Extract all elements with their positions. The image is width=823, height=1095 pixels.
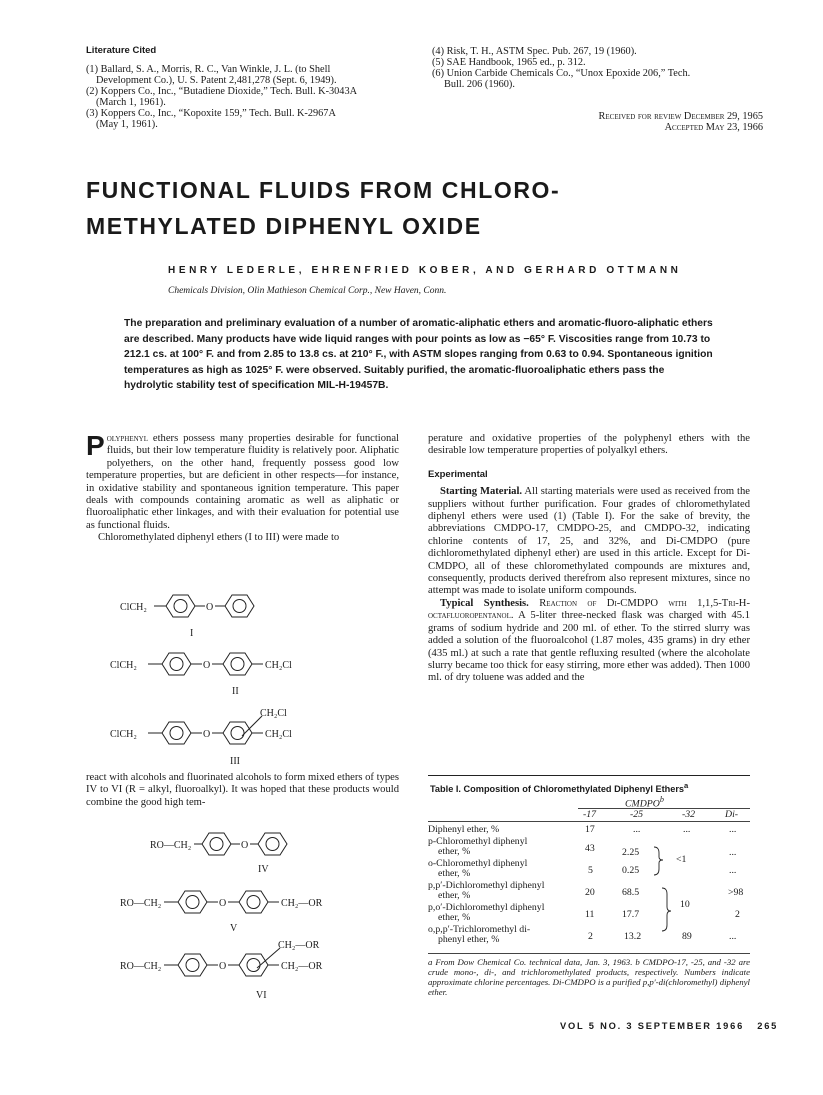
- svg-text:ClCH₂: ClCH₂: [120, 602, 147, 613]
- table-cell: 5: [588, 865, 593, 876]
- right-column-text: perature and oxidative properties of the polyphenyl ethers with the desirable low temperature properties of polyalkyl ethers. Experimental Starting Material. All starting materials were used as received from the suppliers without further purification. Four grades of chloromethylated diphenyl ethers were used (1) (Table I). For the sake of brevity, the abbreviations CMDPO-17, CMDPO-25, and CMDPO-32, indicating chlorine contents of 17, 25, and 32%, and Di-CMDPO (pure dichloromethylated diphenyl ether) are used in this article. Except for Di-CMDPO, all of these chloromethylated compounds are mixtures and, consequently, products derived therefrom also represent mixtures, since no attempt was made to isolate uniform compounds. Typical Synthesis. Reaction of Di-CMDPO with 1,1,5-Tri-H-octafluoropentanol. A 5-liter three-necked flask was charged with 45.1 grams of sodium hydride and 200 ml. of ether. To the stirred slurry was added a solution of the fluoroalcohol (1.87 moles, 435 grams) in dry ether (435 ml.) at such a rate that gentle refluxing resulted (where the alcoholate slurry became too thick for easy stirring, more ether was added). Then 1000 ml. of dry toluene was added and the: [428, 433, 750, 684]
- svg-text:RO—CH₂: RO—CH₂: [120, 898, 162, 909]
- svg-text:ClCH₂: ClCH₂: [110, 729, 137, 740]
- table-cell: ...: [729, 931, 737, 942]
- reference-1: (1) Ballard, S. A., Morris, R. C., Van Winkle, J. L. (to Shell Development Co.), U. S. Patent 2,481,278 (Sept. 6, 1949).: [86, 64, 337, 86]
- svg-text:RO—CH₂: RO—CH₂: [150, 840, 192, 851]
- table-cell: 2: [735, 909, 740, 920]
- structure-I: [120, 592, 340, 649]
- table-top-rule: [428, 775, 750, 776]
- table-cell: ...: [633, 824, 641, 835]
- svg-text:RO—CH₂: RO—CH₂: [120, 961, 162, 972]
- table-cell: 0.25: [622, 865, 640, 876]
- table-col-header: Di-: [725, 809, 739, 820]
- intro-paragraph: Polyphenyl ethers possess many properties desirable for functional fluids, but their low temperature fluidity is relatively poor. Aliphatic polyethers, on the other hand, frequently possess good low temperature properties, but are deficient in other respects—for instance, in oxidative stability and spontaneous ignition temperature. This paper deals with compounds containing aromatic as well as aliphatic or fluoroaliphatic ether linkages, and with their evaluation for potential use as functional fluids. Chloromethylated diphenyl ethers (I to III) were made to: [86, 430, 399, 544]
- table-title: Table I. Composition of Chloromethylated Diphenyl Ethers$^a$: [430, 781, 689, 795]
- article-title-line-2: METHYLATED DIPHENYL OXIDE: [86, 213, 482, 239]
- reference-6: (6) Union Carbide Chemicals Co., “Unox Epoxide 206,” Tech. Bull. 206 (1960).: [432, 68, 691, 90]
- received-date: Received for review December 29, 1965: [598, 111, 763, 122]
- reference-4: (4) Risk, T. H., ASTM Spec. Pub. 267, 19 (1960).: [432, 46, 637, 57]
- table-cell: 43: [585, 843, 595, 854]
- table-brace-value: <1: [676, 854, 687, 865]
- page-footer: VOL 5 NO. 3 SEPTEMBER 1966 265: [560, 1021, 779, 1031]
- table-cell: 11: [585, 909, 595, 920]
- page-number: 265: [757, 1021, 779, 1031]
- table-cell: ...: [683, 824, 691, 835]
- svg-text:I: I: [190, 628, 194, 639]
- reference-3: (3) Koppers Co., Inc., “Kopoxite 159,” Tech. Bull. K-2967A (May 1, 1961).: [86, 108, 336, 130]
- structure-II: [110, 650, 370, 707]
- svg-text:CH₂—OR: CH₂—OR: [278, 940, 320, 951]
- table-row-label: o,p,p′-Trichloromethyl di- phenyl ether, %: [428, 924, 531, 946]
- svg-text:CH₂—OR: CH₂—OR: [281, 898, 323, 909]
- table-header-rule: [428, 821, 750, 822]
- table-row-label: p,o′-Dichloromethyl diphenyl ether, %: [428, 902, 545, 924]
- table-cell: 68.5: [622, 887, 640, 898]
- svg-text:O: O: [203, 660, 211, 671]
- table-cell: 20: [585, 887, 595, 898]
- table-cell: ...: [729, 865, 737, 876]
- structure-VI: [120, 934, 380, 1009]
- table-cell: 17.7: [622, 909, 640, 920]
- table-brace-value: 10: [680, 899, 690, 910]
- abstract: The preparation and preliminary evaluation of a number of aromatic-aliphatic ethers and aromatic-fluoro-aliphatic ethers are described. Many products have wide liquid ranges with pour points as low as −65° F. Viscosities range from 10.73 to 212.1 cs. at 100° F. and from 2.85 to 13.8 cs. at 210° F., with ASTM slopes ranging from 0.63 to 0.94. Spontaneous ignition temperatures as high as 1025° F. were observed. Suitably purified, the aromatic-fluoroaliphatic ethers pass the hydrolytic stability test of specification MIL-H-19457B.: [124, 318, 713, 391]
- table-col-header: -32: [682, 809, 696, 820]
- reference-5: (5) SAE Handbook, 1965 ed., p. 312.: [432, 57, 586, 68]
- svg-text:O: O: [203, 729, 211, 740]
- table-cell: 17: [585, 824, 595, 835]
- table-row-label: p,p′-Dichloromethyl diphenyl ether, %: [428, 880, 545, 902]
- svg-text:ClCH₂: ClCH₂: [110, 660, 137, 671]
- svg-text:CH₂Cl: CH₂Cl: [265, 729, 292, 740]
- table-row-label: p-Chloromethyl diphenyl ether, %: [428, 836, 528, 858]
- svg-text:IV: IV: [258, 864, 269, 875]
- types-paragraph: react with alcohols and fluorinated alcohols to form mixed ethers of types IV to VI (R = alkyl, fluoroalkyl). It was hoped that these products would combine the good high tem-: [86, 772, 399, 808]
- svg-text:O: O: [206, 602, 214, 613]
- literature-cited-heading: Literature Cited: [86, 45, 157, 56]
- table-col-header: -25: [630, 809, 644, 820]
- table-cell: 2: [588, 931, 593, 942]
- structure-III: [110, 706, 370, 775]
- reference-2: (2) Koppers Co., Inc., “Butadiene Dioxide,” Tech. Bull. K-3043A (March 1, 1961).: [86, 86, 358, 108]
- table-row-label: o-Chloromethyl diphenyl ether, %: [428, 858, 528, 880]
- table-cell: >98: [728, 887, 744, 898]
- table-row-label: Diphenyl ether, %: [428, 824, 500, 835]
- affiliation: Chemicals Division, Olin Mathieson Chemical Corp., New Haven, Conn.: [168, 286, 447, 296]
- table-bottom-rule: [428, 953, 750, 954]
- svg-text:CH₂Cl: CH₂Cl: [265, 660, 292, 671]
- svg-text:CH₂—OR: CH₂—OR: [281, 961, 323, 972]
- experimental-heading: Experimental: [428, 468, 488, 480]
- svg-text:O: O: [219, 961, 227, 972]
- accepted-date: Accepted May 23, 1966: [664, 122, 763, 133]
- drop-cap: P: [86, 430, 105, 461]
- article-title-line-1: FUNCTIONAL FLUIDS FROM CHLORO-: [86, 177, 561, 203]
- structure-IV: [150, 830, 350, 883]
- svg-text:V: V: [230, 923, 238, 934]
- table-footnote: a From Dow Chemical Co. technical data, Jan. 3, 1963. b CMDPO-17, -25, and -32 are crude mono-, di-, and trichloromethylated products, respectively. Numbers indicate approximate chlorine percentages. Di-CMDPO is a purified p,p′-di(chloromethyl) diphenyl ether.: [428, 957, 750, 997]
- table-cell: ...: [729, 847, 737, 858]
- table-cell: 2.25: [622, 847, 640, 858]
- svg-text:CH₂Cl: CH₂Cl: [260, 708, 287, 719]
- svg-text:III: III: [230, 756, 240, 767]
- svg-text:II: II: [232, 686, 239, 697]
- svg-text:VI: VI: [256, 990, 267, 1001]
- table-group-header: CMDPO$^b$: [625, 795, 664, 810]
- table-cell: ...: [729, 824, 737, 835]
- table-cell: 89: [682, 931, 692, 942]
- table-col-header: -17: [583, 809, 597, 820]
- svg-text:O: O: [219, 898, 227, 909]
- table-cell: 13.2: [624, 931, 642, 942]
- authors: HENRY LEDERLE, EHRENFRIED KOBER, AND GERHARD OTTMANN: [168, 265, 682, 276]
- svg-text:O: O: [241, 840, 249, 851]
